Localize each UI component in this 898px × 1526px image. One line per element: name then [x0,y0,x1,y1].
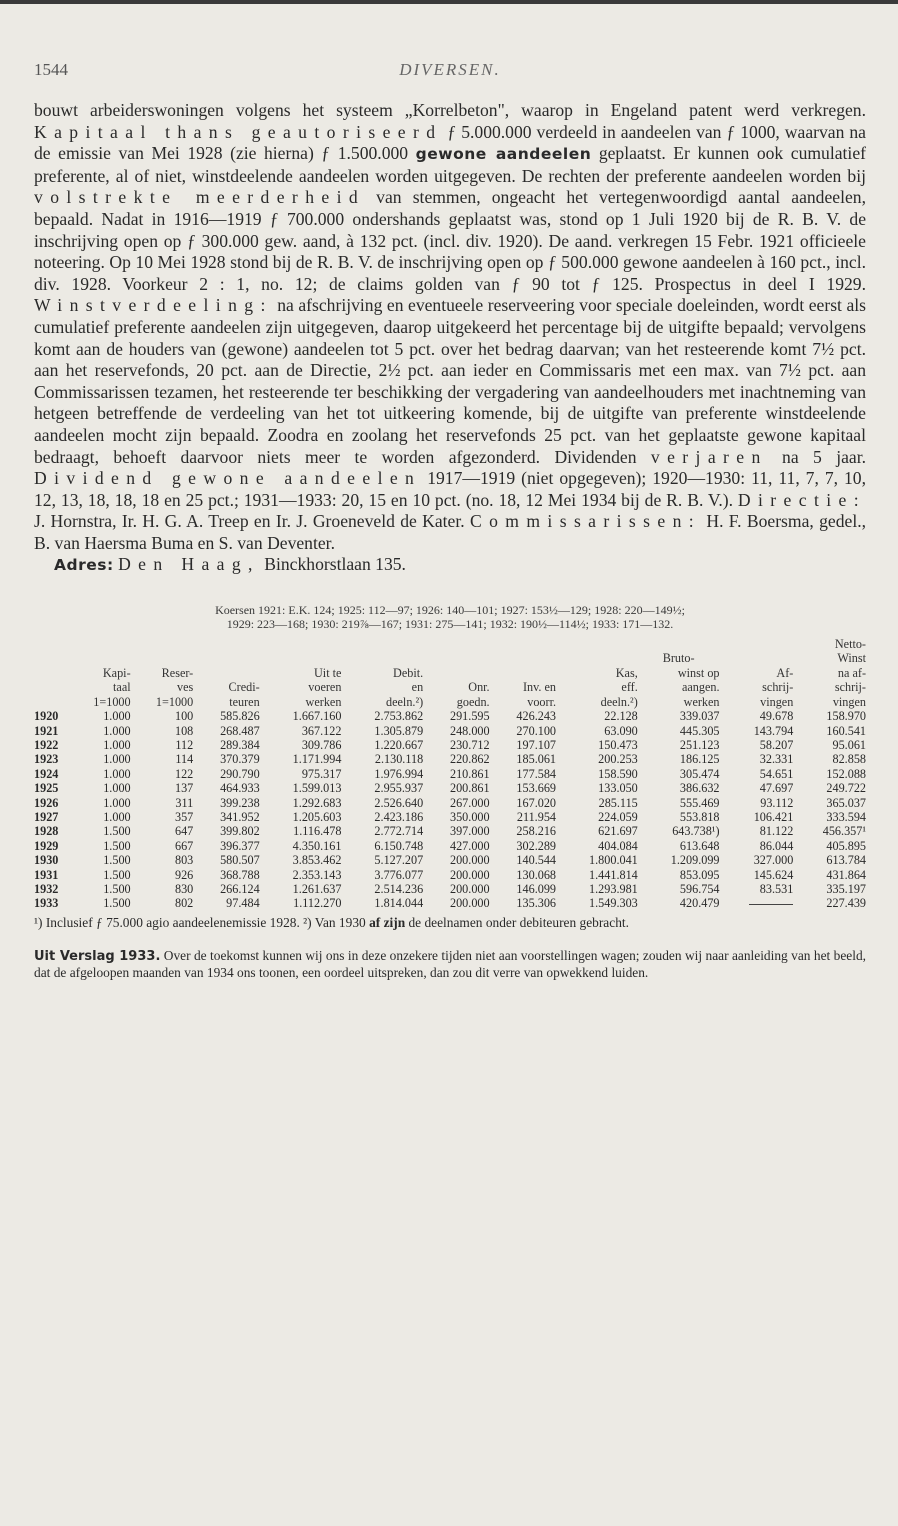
table-cell: 553.818 [679,809,720,824]
table-cell: 335.197 [826,881,866,896]
table-cell: 386.632 [679,781,720,796]
table-cell: 1.305.879 [374,723,424,738]
table-cell: 290.790 [220,766,260,781]
table-cell: 1.814.044 [374,896,424,911]
table-cell: 1.800.041 [589,853,638,868]
footnote-2: de deelnamen onder debiteuren gebracht. [405,914,629,930]
gewone-aandeelen-heading: gewone aandeelen [415,145,592,164]
table-cell: 2.955.937 [374,781,424,796]
table-cell: 230.712 [449,737,490,752]
row-year: 1921 [34,723,59,738]
table-cell: 200.000 [449,896,490,911]
table-cell: 405.895 [826,838,866,853]
table-cell: 2.772.714 [374,824,424,839]
table-row [34,752,866,766]
table-cell: 802 [174,896,194,911]
adres-city: Den Haag, [118,554,260,575]
table-row [34,738,866,752]
table-cell: 302.289 [516,838,557,853]
table-cell: 82.858 [832,752,866,767]
row-year: 1929 [34,838,59,853]
table-cell: 2.423.186 [374,809,424,824]
table-row [34,810,866,824]
table-cell: 112 [175,737,194,752]
row-year: 1933 [34,896,59,911]
table-cell: 830 [174,881,194,896]
table-cell: 1.000 [103,709,131,724]
table-cell: 200.000 [449,881,490,896]
table-cell: 853.095 [679,867,720,882]
dividend-heading: Dividend gewone aandeelen [34,468,422,489]
table-cell: 1.500 [103,867,131,882]
top-border [0,0,898,4]
annual-report-excerpt [34,948,866,980]
table-cell: 1.000 [103,781,131,796]
financial-table [34,637,866,911]
table-cell: 285.115 [598,795,638,810]
koersen [34,603,866,631]
table-cell: 251.123 [679,737,720,752]
table-cell: 158.970 [826,709,866,724]
table-cell: 97.484 [226,896,260,911]
footnote-mark: ²) [303,914,312,930]
table-cell: 456.357¹ [822,824,866,839]
table-cell: 396.377 [220,838,260,853]
table-cell: 54.651 [759,766,794,781]
table-cell: 2.130.118 [374,752,424,767]
table-cell: 2.353.143 [292,867,342,882]
table-cell: 5.127.207 [374,853,424,868]
table-cell: 368.788 [220,867,260,882]
table-row [34,839,866,853]
table-cell: 350.000 [449,809,490,824]
table-row [34,853,866,867]
verslag-label: Uit Verslag 1933. [34,949,161,965]
table-cell: 431.864 [826,867,866,882]
row-year: 1922 [34,737,59,752]
table-cell: 227.439 [826,896,866,911]
table-header-row: Bruto- Winst [662,651,866,666]
table-cell: 370.379 [220,752,260,767]
table-cell: 93.112 [760,795,794,810]
table-cell: 2.753.862 [374,709,424,724]
table-header-row: Kapi- Reser- Uit te Debit. Kas, winst op Af- na af- [102,665,866,680]
table-cell: 1.000 [103,752,131,767]
table-cell: 613.648 [679,838,720,853]
table-footnotes: ¹) Inclusief ƒ 75.000 agio aandeelenemissie 1928. ²) Van 1930 af zijn de deelnamen onder debiteuren gebracht. [34,914,629,930]
table-cell: 1.667.160 [292,709,342,724]
table-cell: 1.500 [103,824,131,839]
row-year: 1926 [34,795,59,810]
table-cell: 1.000 [103,766,131,781]
table-cell: 150.473 [598,737,638,752]
table-cell: 1.000 [103,809,131,824]
table-cell: 1.500 [103,838,131,853]
verjaren-heading: verjaren [650,446,768,467]
table-cell: 220.862 [449,752,490,767]
table-cell: 86.044 [759,838,794,853]
commissarissen-heading: Commissarissen: [469,511,702,532]
table-cell: 1.112.270 [293,896,342,911]
table-cell: 327.000 [753,853,794,868]
table-cell: 1.500 [103,896,131,911]
table-cell: 397.000 [449,824,490,839]
table-row [34,724,866,738]
table-cell: 267.000 [449,795,490,810]
table-cell: 926 [174,867,194,882]
table-cell: 4.350.161 [292,838,342,853]
table-cell: 1.599.013 [292,781,342,796]
table-cell: 160.541 [826,723,866,738]
running-title: DIVERSEN. [399,60,501,79]
table-cell: 1.549.303 [589,896,638,911]
company-description: bouwt arbeiderswoningen volgens het systeem „Korrelbeton", waarop in Engeland patent werd verkregen. Kapitaal thans geautoriseerd ƒ 5.000.000 verdeeld in aandeelen van ƒ 1000, waarvan na de emissie van Mei 1928 (zie hierna) ƒ 1.500.000 gewone aandeelen geplaatst. Er kunnen ook cumulatief preferente, al of niet, winstdeelende aandeelen worden uitgegeven. De rechten der preferente aandeelen worden bij volstrekte meerderheid van stemmen, ongeacht het vertegenwoordigd aantal aandeelen, bepaald. Nadat in 1916—1919 ƒ 700.000 ondershands geplaatst was, stond op 1 Juli 1920 bij de R. B. V. de inschrijving open op ƒ 300.000 gew. aand, à 132 pct. (incl. div. 1920). De aand. verkregen 15 Febr. 1921 officieele noteering. Op 10 Mei 1928 stond bij de R. B. V. de inschrijving open op ƒ 500.000 gewone aandeelen à 160 pct., incl. div. 1928. Voorkeur 2 : 1, no. 12; de claims golden van ƒ 90 tot ƒ 125. Prospectus in deel I 1929. Winstverdeeling: na afschrijving en eventueele reserveering voor speciale doeleinden, wordt eerst als cumulatief preferente aandeelen zijn uitgegeven, daarop uitgekeerd het percentage bij de uitgifte bepaald; vervolgens komt aan de houders van (gewone) aandeelen tot 5 pct. over het bedrag daarvan; van het resteerende komt 7½ pct. aan het reservefonds, 20 pct. aan de Directie, 2½ pct. aan ieder en Commissaris met een max. van 7½ pct. aan Commissarissen tezamen, het resteerende ter beschikking der vergadering van aandeelhouders met inachtneming van hetgeen betreffende de verdeeling van het tot uitkeering komende, bij de uitgifte van preferente winstdeelende aandeelen mocht zijn bepaald. Zoodra en zoolang het reservefonds 25 pct. van het geplaatste gewone kapitaal bedraagt, behoeft daarvoor niets meer te worden afgezonderd. Dividenden verjaren na 5 jaar. Dividend gewone aandeelen 1917—1919 (niet opgegeven); 1920—1930: 11, 11, 7, 7, 10, 12, 13, 18, 18, 18 en 25 pct.; 1931—1933: 20, 15 en 10 pct. (no. 18, 12 Mei 1934 bij de R. B. V.). Directie: J. Hornstra, Ir. H. G. A. Treep en Ir. J. Groeneveld de Kater. Commissarissen: H. F. Boersma, gedel., B. van Haersma Buma en S. van Deventer. [34,100,867,553]
table-cell: 200.861 [449,781,490,796]
table-cell: 367.122 [301,723,342,738]
row-year: 1930 [34,853,59,868]
table-row [34,796,866,810]
table-cell: 177.584 [516,766,557,781]
table-row [34,896,866,910]
table-cell: 555.469 [679,795,720,810]
table-cell: 106.421 [753,809,794,824]
table-cell: 445.305 [679,723,720,738]
footnote-1: Inclusief ƒ 75.000 agio aandeelenemissie 1928. [42,914,304,930]
table-cell: 2.526.640 [374,795,424,810]
table-cell: 22.128 [604,709,638,724]
row-year: 1924 [34,766,59,781]
table-cell: 270.100 [516,723,557,738]
table-cell: 140.544 [516,853,557,868]
table-cell: 211.954 [516,809,557,824]
table-cell: 647 [174,824,194,839]
table-cell: 224.059 [598,809,638,824]
row-year: 1927 [34,809,59,824]
table-cell: 158.590 [598,766,638,781]
table-cell: 1.500 [103,853,131,868]
table-cell: 2.514.236 [374,881,424,896]
table-cell: 95.061 [832,737,866,752]
table-cell: 3.776.077 [374,867,424,882]
table-cell: 580.507 [220,853,260,868]
table-cell: 357 [174,809,194,824]
table-cell: 49.678 [759,709,794,724]
table-row [34,767,866,781]
table-cell: 58.207 [759,737,794,752]
verslag-text: Over de toekomst kunnen wij ons in deze onzekere tijden niet aan voorstellingen wagen; zouden wij naar aanleiding van het beeld, dat de afgeloopen maanden van 1934 ons toonen, een oordeel uitspreken, dan zou dit verre van opwekkend luiden. [34,948,867,980]
table-row [34,868,866,882]
koersen-line: 1929: 223—168; 1930: 219⅞—167; 1931: 275—141; 1932: 190½—114½; 1933: 171—132. [226,617,674,632]
table-cell: 339.037 [679,709,720,724]
table-cell [720,896,794,910]
row-year: 1931 [34,867,59,882]
page [34,60,866,980]
table-cell: 1.292.683 [292,795,342,810]
table-row [34,781,866,795]
table-cell: 585.826 [220,709,260,724]
table-cell: 186.125 [679,752,720,767]
table-cell: 404.084 [598,838,638,853]
table-cell: 309.786 [301,737,342,752]
table-cell: 1.293.981 [589,881,638,896]
table-cell: 200.000 [449,867,490,882]
row-year: 1932 [34,881,59,896]
table-cell: 464.933 [220,781,260,796]
table-row [34,709,866,723]
row-year: 1925 [34,781,59,796]
table-cell: 1.000 [103,737,131,752]
table-cell: 122 [174,766,194,781]
table-header-row: Netto- [834,637,866,652]
table-cell: 210.861 [449,766,490,781]
page-number: 1544 [34,60,68,79]
koersen-line: Koersen 1921: E.K. 124; 1925: 112—97; 1926: 140—101; 1927: 153½—129; 1928: 220—149½; [215,603,685,618]
row-year: 1923 [34,752,59,767]
table-cell: 135.306 [516,896,557,911]
table-cell: 1.209.099 [670,853,720,868]
table-cell: 145.624 [753,867,794,882]
table-cell: 1.976.994 [374,766,424,781]
table-cell: 291.595 [449,709,490,724]
table-body [34,709,866,911]
table-cell: 248.000 [449,723,490,738]
table-cell: 152.088 [826,766,866,781]
adres-label: Adres: [54,556,114,575]
table-cell: 1.000 [103,723,131,738]
table-cell: 311 [175,795,194,810]
table-cell: 249.722 [826,781,866,796]
address [34,554,866,577]
winstverdeeling-heading: Winstverdeeling: [34,295,273,316]
table-cell: 613.784 [826,853,866,868]
table-cell: 185.061 [516,752,557,767]
table-cell: 6.150.748 [374,838,424,853]
table-header-row: 1=1000 1=1000 teuren werken deeln.²) goedn. voorr. deeln.²) werken vingen vingen [93,694,866,709]
table-cell: 596.754 [679,881,720,896]
table-cell: 426.243 [516,709,557,724]
table-cell: 1.441.814 [589,867,638,882]
table-cell: 1.500 [103,881,131,896]
table-cell: 200.000 [449,853,490,868]
adres-street: Binckhorstlaan 135. [259,554,406,575]
table-cell: 47.697 [759,781,794,796]
table-cell: 258.216 [516,824,557,839]
table-cell: 1.220.667 [374,737,424,752]
table-cell: 143.794 [753,723,794,738]
table-cell: 1.261.637 [292,881,342,896]
table-cell: 3.853.462 [292,853,342,868]
table-cell: 365.037 [826,795,866,810]
footnote-mark: ¹) [34,914,43,930]
table-cell: 81.122 [759,824,794,839]
table-cell: 667 [174,838,194,853]
table-cell: 200.253 [598,752,638,767]
table-cell: 975.317 [301,766,342,781]
table-cell: 197.107 [516,737,557,752]
main-text [34,100,866,577]
table-cell: 333.594 [826,809,866,824]
table-cell: 268.487 [220,723,260,738]
table-cell: 399.802 [220,824,260,839]
table-cell: 146.099 [516,881,557,896]
table-cell: 114 [175,752,194,767]
table-cell: 420.479 [679,896,720,911]
table-cell: 63.090 [604,723,638,738]
volstrekte-meerderheid: volstrekte meerderheid [34,187,366,208]
table-cell: 1.171.994 [292,752,342,767]
page-header [34,60,866,100]
table-cell: 108 [174,723,194,738]
table-header-row: taal ves Credi- voeren en Onr. Inv. en eff. aangen. schrij- schrij- [113,680,866,695]
table-cell: 341.952 [220,809,260,824]
table-cell: 399.238 [220,795,260,810]
table-cell: 100 [174,709,194,724]
table-cell: 289.384 [220,737,260,752]
table-cell: 83.531 [759,881,794,896]
table-cell: 153.669 [516,781,557,796]
table-cell: 1.116.478 [293,824,342,839]
table-cell: 130.068 [516,867,557,882]
row-year: 1928 [34,824,59,839]
table-cell: 803 [174,853,194,868]
empty-value-dash [749,904,793,905]
table-cell: 1.205.603 [292,809,342,824]
table-cell: 621.697 [598,824,638,839]
row-year: 1920 [34,709,59,724]
table-row [34,882,866,896]
directie-heading: Directie: [737,489,866,510]
table-cell: 167.020 [516,795,557,810]
table-cell: 137 [174,781,194,796]
table-cell: 643.738¹) [672,824,720,839]
table-cell: 427.000 [449,838,490,853]
table-cell: 133.050 [598,781,638,796]
table-cell: 266.124 [220,881,260,896]
kapitaal-heading: Kapitaal thans geautoriseerd [34,121,443,142]
table-row [34,824,866,838]
table-cell: 305.474 [679,766,720,781]
table-cell: 1.000 [103,795,131,810]
table-cell: 32.331 [759,752,794,767]
